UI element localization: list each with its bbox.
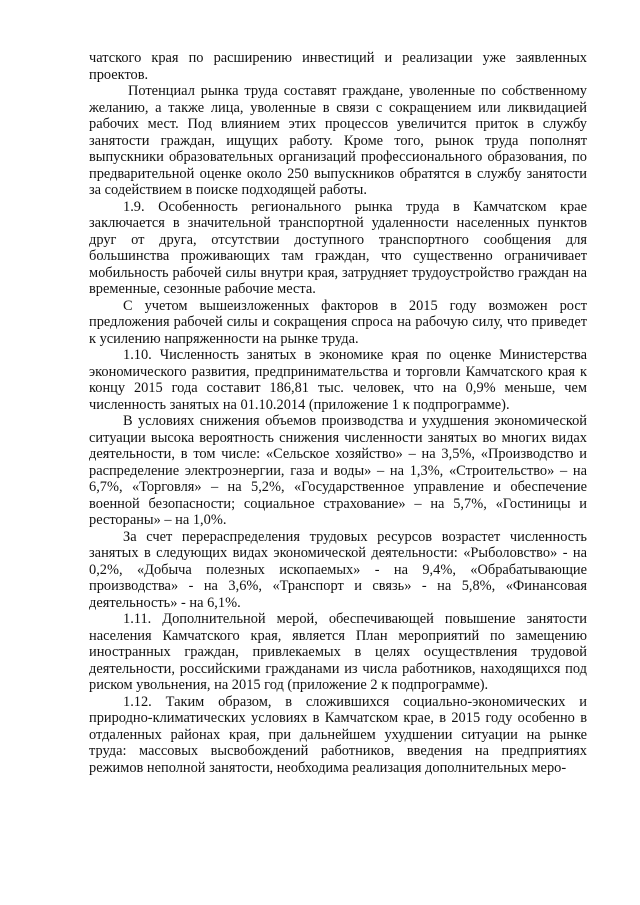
paragraph-1-11: 1.11. Дополнительной мерой, обеспечивающей повышение занятости населения Камчатского края, является План мероприятий по замещению иностранных граждан, привлекаемых в целях осуществления трудовой деятельности, российскими гражданами из числа работников, находящихся под риском увольнения, на 2015 год (приложение 2 к подпрограмме). — [89, 611, 587, 693]
paragraph-labor-market-potential: Потенциал рынка труда составят граждане, уволенные по собственному желанию, а также лица, уволенные в связи с сокращением или ликвидацией рабочих мест. Под влиянием этих процессов увеличится приток в службу занятости граждан, ищущих работу. Кроме того, рынок труда пополнят выпускники образовательных организаций профессионального образования, по предварительной оценке около 250 выпускников обратятся в службу занятости за содействием в поиске подходящей работы. — [89, 83, 587, 198]
paragraph-1-10: 1.10. Численность занятых в экономике края по оценке Министерства экономического развития, предпринимательства и торговли Камчатского края к концу 2015 года составит 186,81 тыс. человек, что на 0,9% меньше, чем численность занятых на 01.10.2014 (приложение 1 к подпрограмме). — [89, 347, 587, 413]
paragraph-continuation: чатского края по расширению инвестиций и реализации уже заявленных проектов. — [89, 50, 587, 83]
paragraph-employment-decline: В условиях снижения объемов производства и ухудшения экономической ситуации высока вероятность снижения численности занятых во многих видах деятельности, в том числе: «Сельское хозяйство» – на 3,5%, «Производство и распределение электроэнергии, газа и воды» – на 1,3%, «Строительство» – на 6,7%, «Торговля» – на 5,2%, «Государственное управление и обеспечение военной безопасности; социальное страхование» – на 5,7%, «Гостиницы и рестораны» – на 1,0%. — [89, 413, 587, 528]
paragraph-employment-growth: За счет перераспределения трудовых ресурсов возрастет численность занятых в следующих видах экономической деятельности: «Рыболовство» - на 0,2%, «Добыча полезных ископаемых» - на 9,4%, «Обрабатывающие производства» - на 3,6%, «Транспорт и связь» - на 5,8%, «Финансовая деятельность» - на 6,1%. — [89, 528, 587, 611]
paragraph-1-12: 1.12. Таким образом, в сложившихся социально-экономических и природно-климатических условиях в Камчатском крае, в 2015 году особенно в отдаленных районах края, при дальнейшем ухудшении ситуации на рынке труда: массовых высвобождений работников, введения на предприятиях режимов неполной занятости, необходима реализация дополнительных меро- — [89, 693, 587, 776]
document-page — [89, 50, 587, 776]
paragraph-1-9: 1.9. Особенность регионального рынка труда в Камчатском крае заключается в значительной транспортной удаленности населенных пунктов друг от друга, отсутствии доступного транспортного сообщения для большинства проживающих там граждан, что существенно ограничивает мобильность рабочей силы внутри края, затрудняет трудоустройство граждан на временные, сезонные рабочие места. — [89, 198, 587, 297]
paragraph-factors-2015: С учетом вышеизложенных факторов в 2015 году возможен рост предложения рабочей силы и сокращения спроса на рабочую силу, что приведет к усилению напряженности на рынке труда. — [89, 297, 587, 347]
